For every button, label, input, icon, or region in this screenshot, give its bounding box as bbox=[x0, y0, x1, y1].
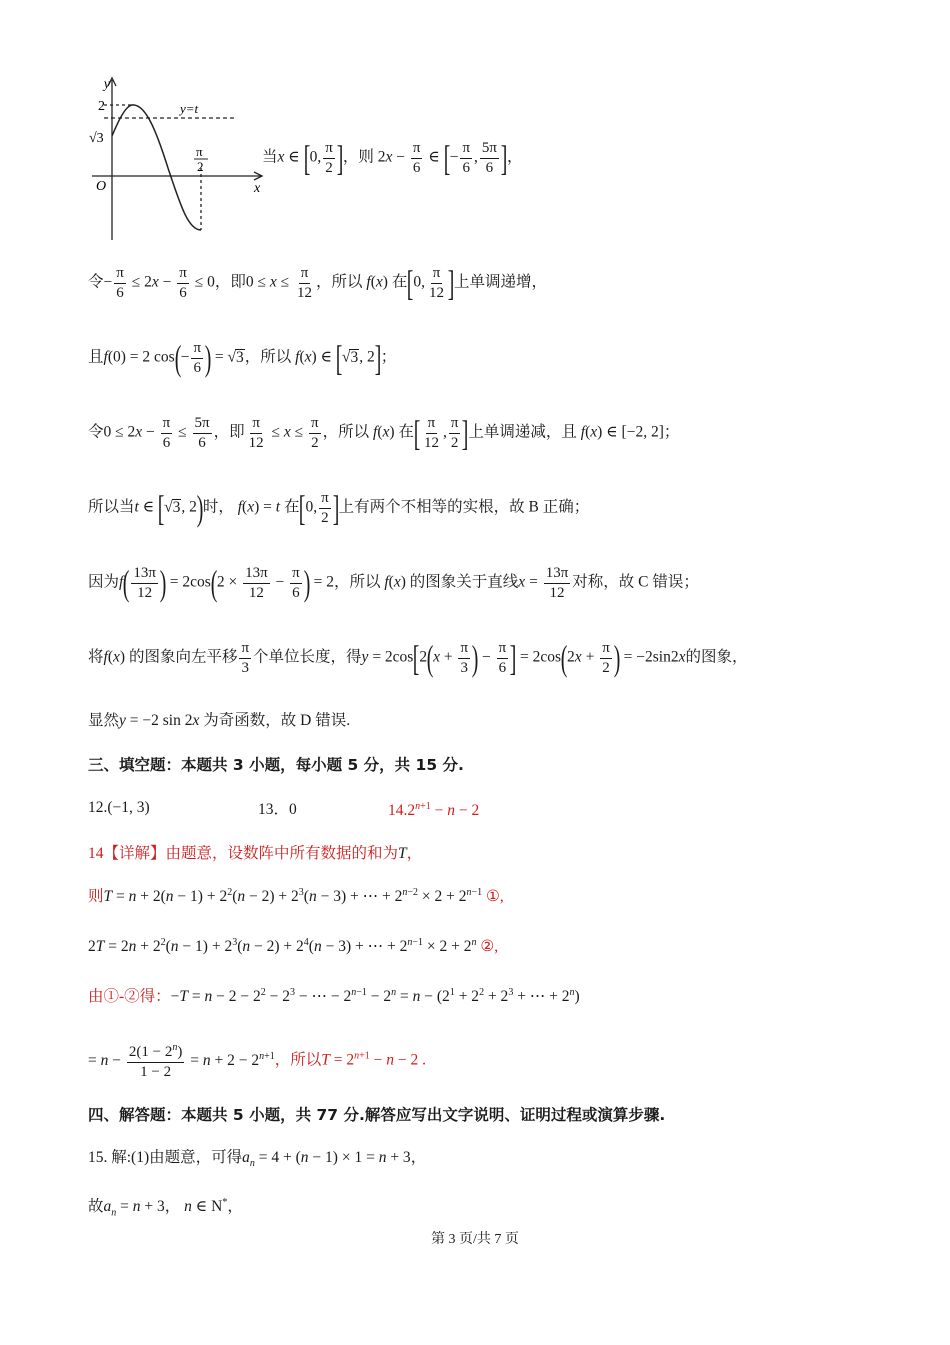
section-4-heading: 四、解答题：本题共 5 小题，共 77 分.解答应写出文字说明、证明过程或演算步骤. bbox=[88, 1106, 666, 1124]
text-line-4: 令0 ≤ 2x − $\frac{\pi}{6}$ ≤ $\frac{5\pi}{6}$ ，即 $\frac{\pi}{12}$ ≤ x ≤ $\frac{\pi}{2}$ ，所以 f(x) 在[ $\frac{\pi}{12}$ , $\frac{\pi}{2}$ ]上单调递减，且 f(x) ∈ [−2, 2]； bbox=[88, 413, 680, 453]
text-line-2: 令− $\frac{\pi}{6}$ ≤ 2x − $\frac{\pi}{6}$ ≤ 0，即0 ≤ x ≤ $\frac{\pi}{12}$ ，所以 f(x) 在[0, $\frac{\pi}{12}$ ]上单调递增， bbox=[88, 263, 547, 303]
answer-13: 13．0 bbox=[258, 801, 297, 818]
line-y-t-label: y=t bbox=[180, 101, 199, 116]
text-line-7: 将f(x) 的图象向左平移 $\frac{\pi}{3}$ 个单位长度，得y = 2cos[2(x + $\frac{\pi}{3}$ ) − $\frac{\pi}{6}$ ] = 2cos(2x + $\frac{\pi}{2}$ ) = −2sin2x的图象， bbox=[88, 638, 748, 678]
tick-sqrt3: √3 bbox=[89, 131, 104, 146]
equation-4: = n − $\frac{2(1 - 2^n)}{1 - 2}$ = $n + 2 - 2^{n+1}$，所以$T = 2^{n+1} - n - 2$ . bbox=[88, 1042, 426, 1080]
equation-2: $2T = 2n + 2^2(n - 1) + 2^3(n - 2) + 2^4(n - 3)$ + ⋯ + $2^{n-1} \times 2 + 2^n$ ②, bbox=[88, 937, 499, 956]
q15-line-1: 15. 解:(1)由题意，可得$a_n = 4 + (n - 1) \times 1 = n + 3$， bbox=[88, 1149, 427, 1170]
q15-line-2: 故$a_n = n + 3$， n ∈ N*， bbox=[88, 1197, 243, 1219]
equation-3: 由①-②得：$-T = n - 2 - 2^2 - 2^3$ − ⋯ − $2^{n-1} - 2^n = n - (2^1 + 2^2 + 2^3$ + ⋯ + $2^n$) bbox=[88, 987, 580, 1006]
answer-14: $14.2^{n+1} - n - 2$ bbox=[388, 801, 480, 820]
x-label: x bbox=[254, 181, 261, 196]
curve bbox=[112, 105, 201, 230]
origin-label: O bbox=[96, 179, 107, 194]
text-line-1: 当x ∈ [0, $\frac{\pi}{2}$ ]，则 2x − $\frac{\pi}{6}$ ∈ [− $\frac{\pi}{6}$ , $\frac{5\pi}{6}$ ]， bbox=[262, 138, 523, 178]
equation-1: 则$T = n + 2(n - 1) + 2^2(n - 2) + 2^3(n - 3)$ + ⋯ + $2^{n-2} \times 2 + 2^{n-1}$ ①, bbox=[88, 887, 504, 906]
y-label: y bbox=[103, 77, 110, 92]
text-line-5: 所以当t ∈ [√3, 2)时， f(x) = t 在[0, $\frac{\pi}{2}$ ]上有两个不相等的实根，故 B 正确； bbox=[88, 488, 590, 528]
text-line-3: 且f(0) = 2 cos(− $\frac{\pi}{6}$ ) = √3，所以 f(x) ∈ [√3, 2]； bbox=[88, 338, 397, 378]
cosine-graph bbox=[84, 70, 274, 245]
tick-2: 2 bbox=[98, 99, 105, 114]
pi-label: π bbox=[196, 144, 203, 159]
section-3-heading: 三、填空题：本题共 3 小题，每小题 5 分，共 15 分. bbox=[88, 756, 464, 774]
page-footer: 第 3 页/共 7 页 bbox=[431, 1232, 519, 1247]
text-line-6: 因为f( $\frac{13\pi}{12}$ ) = 2cos(2 × $\frac{13\pi}{12}$ − $\frac{\pi}{6}$ ) = 2，所以 f(x) 的图象关于直线x = $\frac{13\pi}{12}$ 对称，故 C 错误； bbox=[88, 563, 699, 603]
answer-12: 12.(−1, 3) bbox=[88, 799, 150, 816]
pi-den-label: 2 bbox=[197, 159, 204, 174]
detail-14: 14【详解】由题意，设数阵中所有数据的和为T， bbox=[88, 845, 423, 862]
text-line-8: 显然y = −2 sin 2x 为奇函数，故 D 错误. bbox=[88, 712, 351, 729]
